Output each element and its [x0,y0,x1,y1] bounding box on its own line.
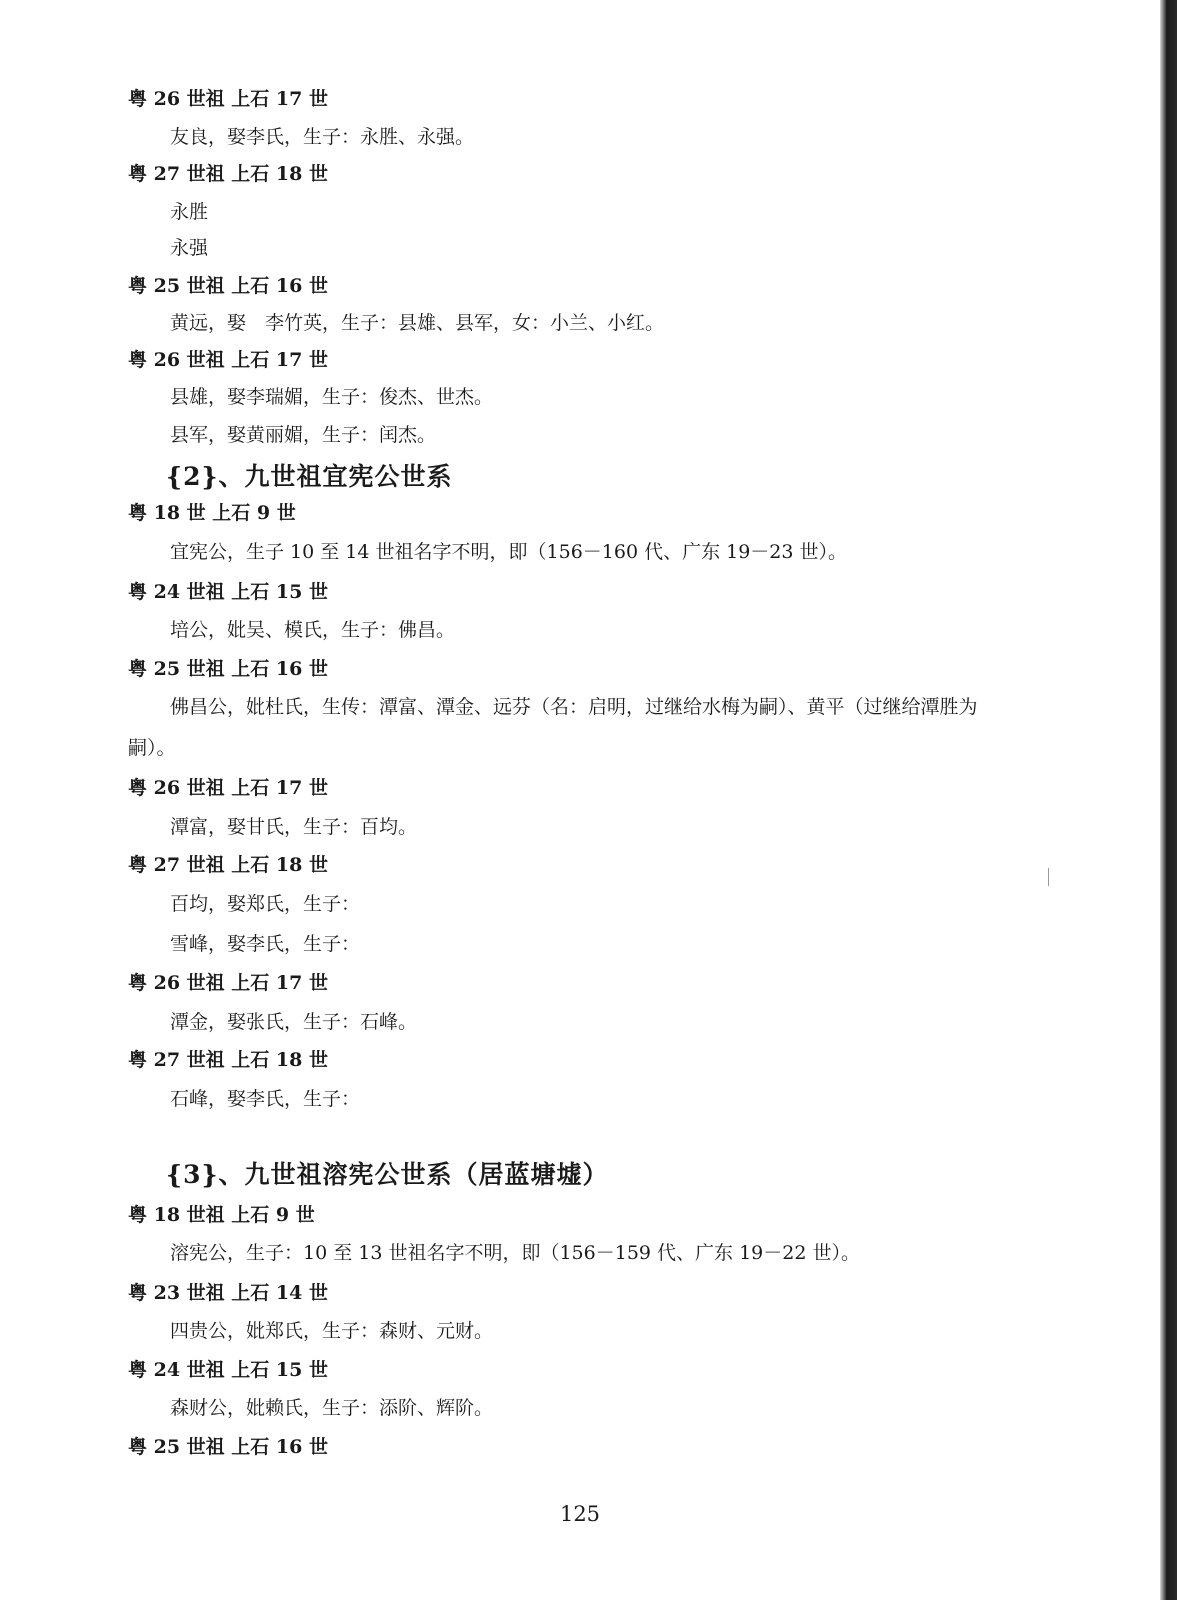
generation-heading: 粤 23 世祖 上石 14 世 [128,1282,328,1304]
generation-heading: 粤 26 世祖 上石 17 世 [128,88,328,110]
genealogy-entry-continuation: 嗣）。 [128,737,176,759]
genealogy-entry: 县雄，娶李瑞媚，生子：俊杰、世杰。 [170,386,494,408]
section-title: {3}、九世祖溶宪公世系（居蓝塘墟） [166,1160,609,1189]
genealogy-entry: 潭富，娶甘氏，生子：百均。 [170,816,418,838]
genealogy-entry: 永胜 [170,201,209,223]
generation-heading: 粤 25 世祖 上石 16 世 [128,1436,328,1458]
genealogy-entry: 培公，妣吴、模氏，生子：佛昌。 [170,619,456,641]
genealogy-entry: 黄远，娶 李竹英，生子：县雄、县军，女：小兰、小红。 [170,312,665,334]
generation-heading: 粤 27 世祖 上石 18 世 [128,1049,328,1071]
genealogy-entry: 县军，娶黄丽媚，生子：闰杰。 [170,424,437,446]
genealogy-entry: 佛昌公，妣杜氏，生传：潭富、潭金、远芬（名：启明，过继给水梅为嗣）、黄平（过继给潭胜为 [170,696,978,718]
generation-heading: 粤 26 世祖 上石 17 世 [128,777,328,799]
generation-heading: 粤 25 世祖 上石 16 世 [128,275,328,297]
genealogy-entry: 宜宪公，生子 10 至 14 世祖名字不明，即（156－160 代、广东 19－23 世）。 [170,541,848,563]
genealogy-entry: 石峰，娶李氏，生子： [170,1088,361,1110]
generation-heading: 粤 25 世祖 上石 16 世 [128,658,328,680]
generation-heading: 粤 24 世祖 上石 15 世 [128,581,328,603]
generation-heading: 粤 27 世祖 上石 18 世 [128,854,328,876]
genealogy-entry: 潭金，娶张氏，生子：石峰。 [170,1011,418,1033]
scan-mark [1048,868,1049,886]
scan-edge [1160,0,1177,1600]
genealogy-entry: 百均，娶郑氏，生子： [170,893,361,915]
genealogy-entry: 四贵公，妣郑氏，生子：森财、元财。 [170,1320,494,1342]
generation-heading: 粤 27 世祖 上石 18 世 [128,163,328,185]
genealogy-entry: 溶宪公，生子：10 至 13 世祖名字不明，即（156－159 代、广东 19－22 世）。 [170,1242,860,1264]
page-number: 125 [559,1502,601,1526]
generation-heading: 粤 18 世 上石 9 世 [128,502,296,524]
generation-heading: 粤 26 世祖 上石 17 世 [128,972,328,994]
generation-heading: 粤 24 世祖 上石 15 世 [128,1359,328,1381]
section-title: {2}、九世祖宜宪公世系 [166,462,453,491]
genealogy-entry: 雪峰，娶李氏，生子： [170,933,361,955]
genealogy-entry: 友良，娶李氏，生子：永胜、永强。 [170,126,475,148]
genealogy-entry: 永强 [170,237,209,259]
generation-heading: 粤 26 世祖 上石 17 世 [128,349,328,371]
generation-heading: 粤 18 世祖 上石 9 世 [128,1204,315,1226]
genealogy-entry: 森财公，妣赖氏，生子：添阶、辉阶。 [170,1397,494,1419]
